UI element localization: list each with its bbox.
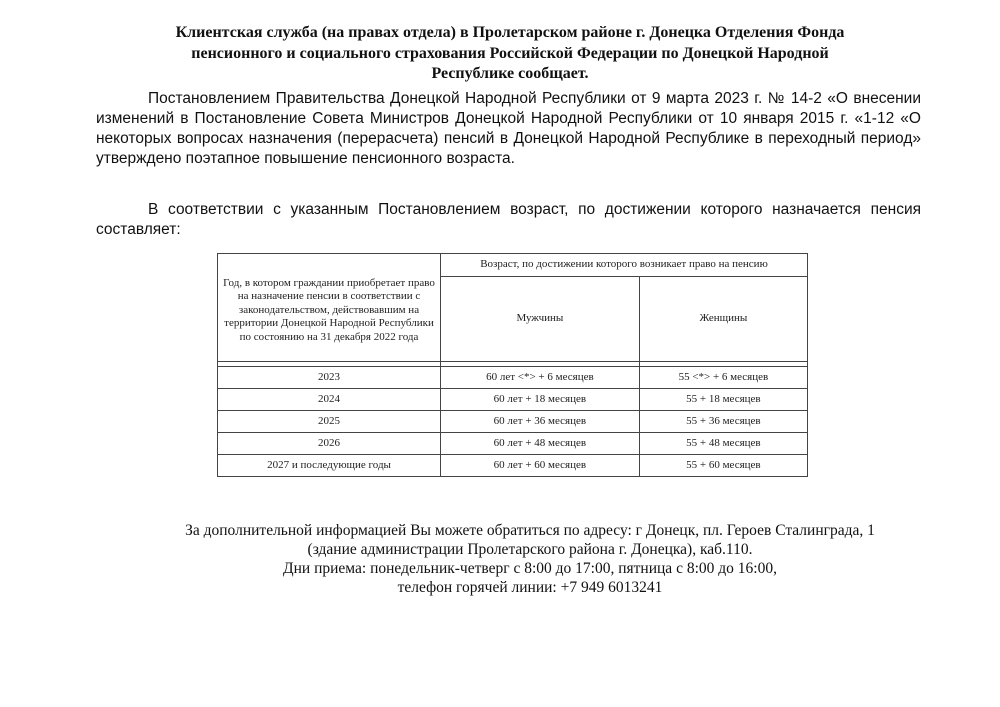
- header-men-cell: Мужчины: [441, 277, 640, 362]
- men-age-cell: 60 лет <*> + 6 месяцев: [441, 367, 640, 389]
- year-cell: 2023: [218, 367, 441, 389]
- year-cell: 2026: [218, 433, 441, 455]
- men-age-cell: 60 лет + 18 месяцев: [441, 389, 640, 411]
- contact-info: [130, 521, 930, 597]
- table-row: [218, 411, 808, 433]
- women-age-cell: 55 + 48 месяцев: [639, 433, 807, 455]
- table-row: [218, 367, 808, 389]
- men-age-cell: 60 лет + 60 месяцев: [441, 455, 640, 477]
- year-cell: 2024: [218, 389, 441, 411]
- pension-age-paragraph: [96, 200, 921, 240]
- year-cell: 2025: [218, 411, 441, 433]
- year-cell: 2027 и последующие годы: [218, 455, 441, 477]
- contact-address-line: За дополнительной информацией Вы можете обратиться по адресу: г Донецк, пл. Героев Сталинграда, 1: [185, 522, 875, 539]
- women-age-cell: 55 <*> + 6 месяцев: [639, 367, 807, 389]
- heading-line: Республике сообщает.: [431, 65, 589, 82]
- table-row: [218, 389, 808, 411]
- header-year-cell: Год, в котором граждании приобретает право на назначение пенсии в соответствии с законодательством, действовавшим на территории Донецкой Народной Республики по состоянию на 31 декабря 2022 года: [218, 254, 441, 362]
- women-age-cell: 55 + 18 месяцев: [639, 389, 807, 411]
- header-women-cell: Женщины: [639, 277, 807, 362]
- men-age-cell: 60 лет + 48 месяцев: [441, 433, 640, 455]
- contact-building-line: (здание администрации Пролетарского района г. Донецка), каб.110.: [307, 541, 753, 558]
- women-age-cell: 55 + 60 месяцев: [639, 455, 807, 477]
- document-heading: [95, 23, 925, 85]
- paragraph-text: Постановлением Правительства Донецкой Народной Республики от 9 марта 2023 г. № 14-2 «О внесении изменений в Постановление Совета Министров Донецкой Народной Республики от 10 января 2015 г. «1-12 «О некоторых вопросах назначения (перерасчета) пенсий в Донецкой Народной Республике в переходный период» утверждено поэтапное повышение пенсионного возраста.: [96, 90, 921, 167]
- table-row: [218, 433, 808, 455]
- women-age-cell: 55 + 36 месяцев: [639, 411, 807, 433]
- pension-age-table: [217, 253, 808, 477]
- table-row: [218, 455, 808, 477]
- header-age-cell: Возраст, по достижении которого возникает право на пенсию: [441, 254, 808, 277]
- paragraph-text: В соответствии с указанным Постановлением возраст, по достижении которого назначается пенсия составляет:: [96, 201, 921, 238]
- heading-line: Клиентская служба (на правах отдела) в Пролетарском районе г. Донецка Отделения Фонда: [175, 24, 845, 41]
- contact-phone-line: телефон горячей линии: +7 949 6013241: [397, 579, 663, 596]
- intro-paragraph: [96, 89, 921, 169]
- men-age-cell: 60 лет + 36 месяцев: [441, 411, 640, 433]
- contact-hours-line: Дни приема: понедельник-четверг с 8:00 до 17:00, пятница с 8:00 до 16:00,: [283, 560, 777, 577]
- heading-line: пенсионного и социального страхования Российской Федерации по Донецкой Народной: [191, 44, 829, 62]
